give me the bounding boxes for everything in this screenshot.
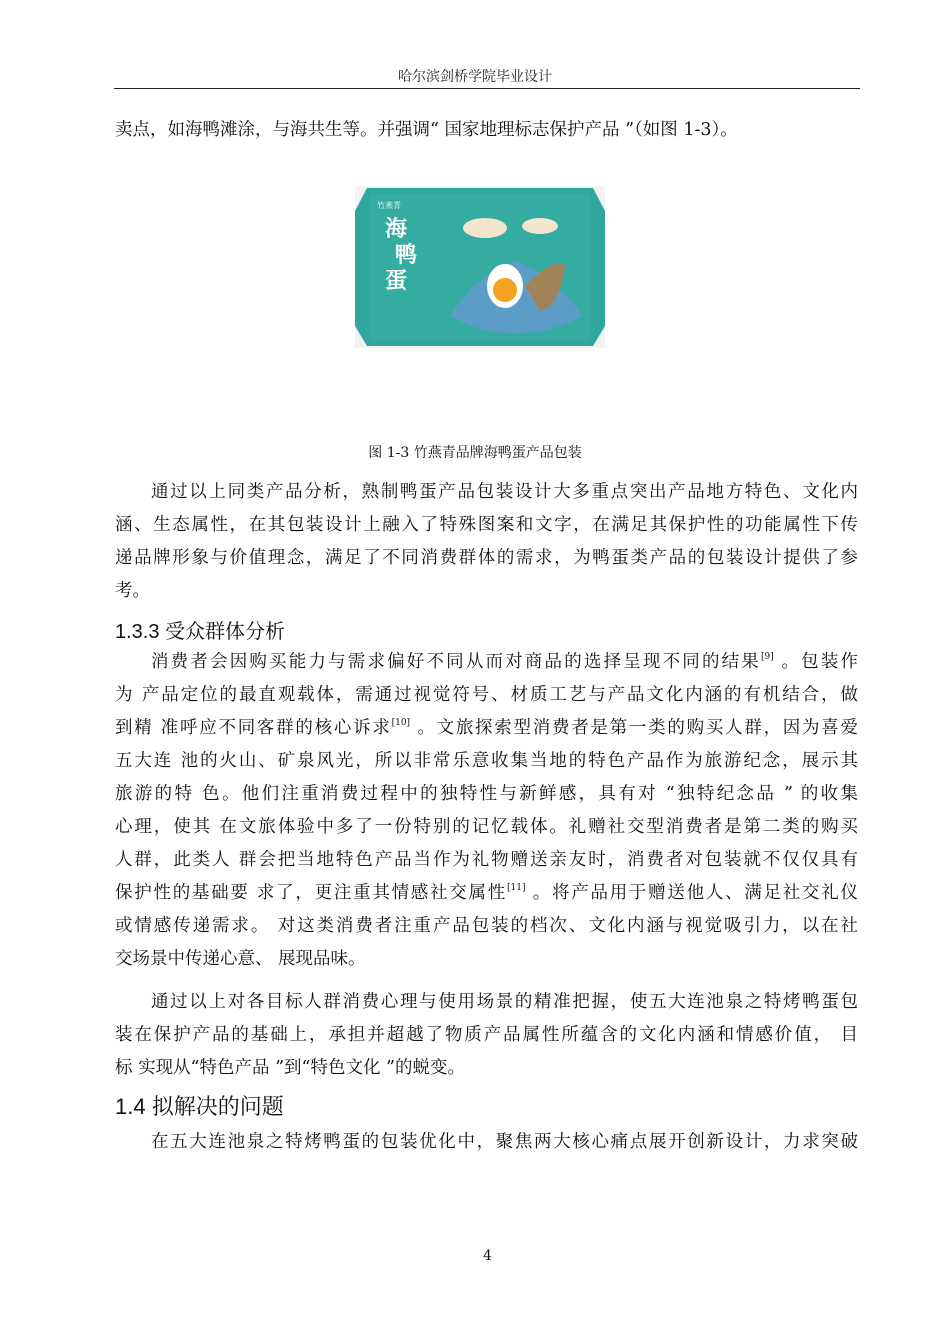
citation[interactable]: [9] <box>760 652 774 662</box>
text-line: 消费者会因购买能力与需求偏好不同从而对商品的选择呈现不同的结果[9] 。包装作 <box>151 652 859 672</box>
citation[interactable]: [11] <box>506 883 526 893</box>
header-rule <box>114 88 860 89</box>
running-header: 哈尔滨剑桥学院毕业设计 <box>398 69 552 85</box>
paragraph-1 <box>115 476 858 608</box>
text-line: 或情感传递需求。 对这类消费者注重产品包装的档次、文化内涵与视觉吸引力，以在社 <box>115 916 858 936</box>
text-line: 旅游的特 色。他们注重消费过程中的独特性与新鲜感，具有对 “独特纪念品 ” 的收集 <box>115 784 858 804</box>
text-line: 心理，使其 在文旅体验中多了一份特别的记忆载体。礼赠社交型消费者是第二类的购买 <box>115 817 858 837</box>
intro-paragraph <box>115 114 858 147</box>
paragraph-2 <box>115 646 858 976</box>
text-line: 装在保护产品的基础上，承担并超越了物质产品属性所蕴含的文化内涵和情感价值， 目 <box>115 1025 858 1045</box>
text-line: 五大连 池的火山、矿泉风光，所以非常乐意收集当地的特色产品作为旅游纪念，展示其 <box>115 751 858 771</box>
section-heading-1-4: 1.4 拟解决的问题 <box>115 1094 284 1119</box>
text-line: 在五大连池泉之特烤鸭蛋的包装优化中，聚焦两大核心痛点展开创新设计，力求突破 <box>151 1132 858 1152</box>
package-title-char: 海 <box>385 216 408 242</box>
text-line: 涵、生态属性，在其包装设计上融入了特殊图案和文字，在满足其保护性的功能属性下传 <box>115 515 858 535</box>
citation[interactable]: [10] <box>391 718 411 728</box>
paragraph-3 <box>115 986 858 1085</box>
package-title-char: 鸭 <box>395 242 418 268</box>
package-brand: 竹燕青 <box>377 201 401 210</box>
text-line: 到精 准呼应不同客群的核心诉求[10] 。文旅探索型消费者是第一类的购买人群，因为喜爱 <box>115 718 859 738</box>
text-line: 保护性的基础要 求了，更注重其情感社交属性[11] 。将产品用于赠送他人、满足社交礼仪 <box>115 883 859 903</box>
text-line: 标 实现从“特色产品 ”到“特色文化 ”的蜕变。 <box>115 1058 465 1078</box>
package-title-char: 蛋 <box>385 268 408 294</box>
text-line: 递品牌形象与价值理念，满足了不同消费群体的需求，为鸭蛋类产品的包装设计提供了参 <box>115 548 858 568</box>
figure-caption: 图 1-3 竹燕青品牌海鸭蛋产品包装 <box>368 445 582 461</box>
text-line: 考。 <box>115 581 150 601</box>
paragraph-4 <box>115 1126 858 1159</box>
text-line: 通过以上对各目标人群消费心理与使用场景的精准把握，使五大连池泉之特烤鸭蛋包 <box>151 992 858 1012</box>
text-line: 交场景中传递心意、 展现品味。 <box>115 949 366 969</box>
text-line: 为 产品定位的最直观载体，需通过视觉符号、材质工艺与产品文化内涵的有机结合，做 <box>115 685 858 705</box>
text-line: 卖点，如海鸭滩涂，与海共生等。并强调“ 国家地理标志保护产品 ”（如图 1-3）。 <box>115 120 738 140</box>
text-line: 通过以上同类产品分析，熟制鸭蛋产品包装设计大多重点突出产品地方特色、文化内 <box>151 482 858 502</box>
text-line: 人群，此类人 群会把当地特色产品当作为礼物赠送亲友时，消费者对包装就不仅仅具有 <box>115 850 858 870</box>
section-heading-1-3-3: 1.3.3 受众群体分析 <box>115 621 286 643</box>
figure-package-image <box>355 186 605 348</box>
page-number: 4 <box>483 1248 492 1264</box>
